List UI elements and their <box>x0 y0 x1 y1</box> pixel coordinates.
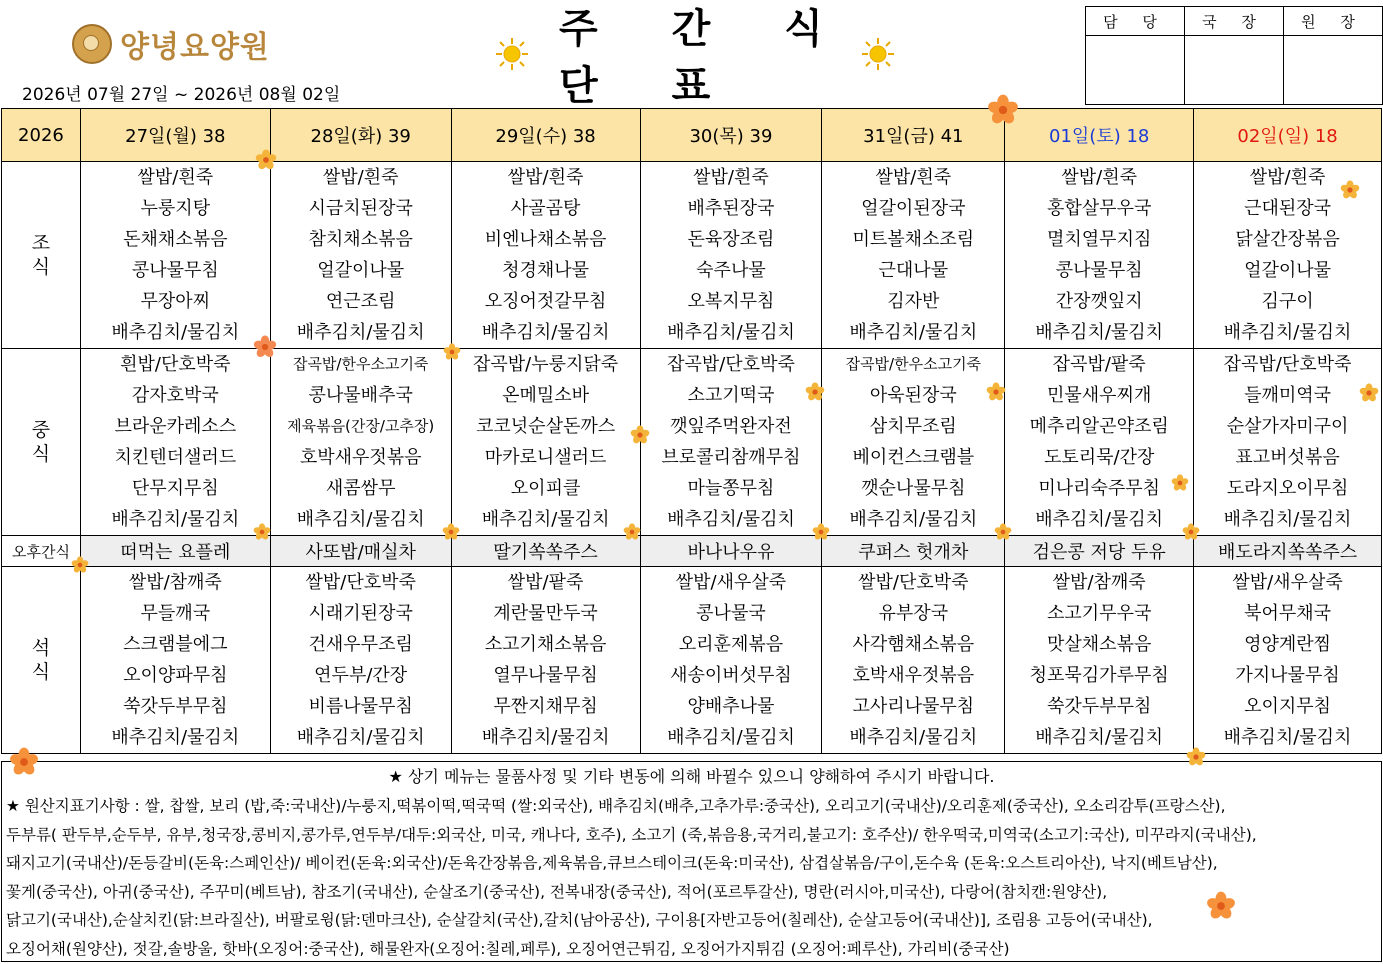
flower-icon <box>71 556 89 574</box>
menu-item: 배추김치/물김치 <box>1035 322 1164 343</box>
menu-item: 순살가자미구이 <box>1226 416 1349 437</box>
meal-cell <box>270 162 451 349</box>
menu-item: 쌀밥/팥죽 <box>507 572 584 593</box>
menu-item: 열무나물무침 <box>493 665 598 686</box>
flower-icon <box>253 335 277 359</box>
menu-item: 얼갈이된장국 <box>861 198 966 219</box>
menu-item: 배추김치/물김치 <box>1223 727 1352 748</box>
flower-icon <box>9 747 39 777</box>
menu-item: 오이지무침 <box>1244 696 1332 717</box>
menu-item: 온메밀소바 <box>502 385 590 406</box>
meal-cell <box>1194 567 1382 754</box>
menu-item: 쌀밥/흰죽 <box>322 167 399 188</box>
origin-line: 오징어채(원양산), 젓갈,솔방울, 핫바(오징어:중국산), 해물완자(오징어:칠레,페루), 오징어연근튀김, 오징어가지튀김 (오징어:페루산), 가리비(중국산) <box>6 939 1010 958</box>
meal-cell <box>640 349 822 536</box>
menu-item: 스크램블에그 <box>123 634 228 655</box>
menu-item: 쌀밥/흰죽 <box>137 167 214 188</box>
snack-cell: 떠먹는 요플레 <box>80 536 270 567</box>
menu-item: 배추김치/물김치 <box>111 509 240 530</box>
notice-box <box>1 761 1382 962</box>
menu-item: 쑥갓두부무침 <box>123 696 228 717</box>
meal-cell <box>80 162 270 349</box>
menu-item: 깻순나물무침 <box>861 478 966 499</box>
menu-item: 김자반 <box>887 291 940 312</box>
date-range: 2026년 07월 27일 ~ 2026년 08월 02일 <box>22 85 341 105</box>
menu-item: 삼치무조림 <box>869 416 957 437</box>
menu-item: 계란물만두국 <box>493 603 598 624</box>
menu-item: 베이컨스크램블 <box>852 447 975 468</box>
menu-item: 쌀밥/흰죽 <box>1061 167 1137 188</box>
page-title: 주 간 식 단 표 <box>559 6 853 109</box>
day-header: 27일(월) 38 <box>80 109 270 162</box>
menu-item: 배추김치/물김치 <box>481 509 610 530</box>
menu-item: 오징어젓갈무침 <box>484 291 607 312</box>
menu-item: 오이피클 <box>510 478 581 499</box>
menu-item: 호박새우젓볶음 <box>852 665 975 686</box>
breakfast-label: 조 식 <box>2 162 81 349</box>
menu-item: 오복지무침 <box>687 291 775 312</box>
menu-item: 들깨미역국 <box>1244 385 1332 406</box>
menu-item: 비엔나채소볶음 <box>484 229 607 250</box>
menu-item: 쌀밥/참깨죽 <box>128 572 222 593</box>
snack-cell: 쿠퍼스 헛개차 <box>822 536 1005 567</box>
menu-item: 양배추나물 <box>687 696 775 717</box>
menu-item: 북어무채국 <box>1244 603 1332 624</box>
flower-icon <box>623 523 641 541</box>
header-row <box>2 109 1382 162</box>
meal-cell <box>1005 162 1194 349</box>
menu-item: 배추김치/물김치 <box>481 322 610 343</box>
flower-icon <box>1359 383 1379 403</box>
menu-item: 콩나물배추국 <box>308 385 413 406</box>
menu-item: 유부장국 <box>878 603 949 624</box>
menu-item: 잡곡밥/한우소고기죽 <box>292 355 429 373</box>
approval-label: 담 당 <box>1086 7 1185 36</box>
flower-icon <box>1182 523 1200 541</box>
menu-item: 배추김치/물김치 <box>1223 509 1352 530</box>
meal-cell <box>822 567 1005 754</box>
day-header: 31일(금) 41 <box>822 109 1005 162</box>
dinner-row <box>2 567 1382 754</box>
approval-sign-cell <box>1086 36 1185 105</box>
page-title-area <box>495 6 895 109</box>
menu-item: 아욱된장국 <box>869 385 957 406</box>
menu-item: 마카로니샐러드 <box>484 447 607 468</box>
menu-item: 배추김치/물김치 <box>849 509 978 530</box>
meal-cell <box>1194 349 1382 536</box>
meal-cell <box>451 162 640 349</box>
menu-item: 숙주나물 <box>696 260 766 281</box>
menu-item: 배추김치/물김치 <box>296 322 425 343</box>
menu-item: 배추김치/물김치 <box>1223 322 1352 343</box>
menu-item: 닭살간장볶음 <box>1235 229 1340 250</box>
menu-item: 돈육장조림 <box>687 229 775 250</box>
approval-box <box>1085 6 1383 105</box>
day-header: 30(목) 39 <box>640 109 822 162</box>
menu-item: 콩나물국 <box>696 603 766 624</box>
menu-item: 배추된장국 <box>687 198 775 219</box>
menu-item: 단무지무침 <box>131 478 219 499</box>
menu-item: 사각햄채소볶음 <box>852 634 975 655</box>
snack-cell: 딸기쏙쏙주스 <box>451 536 640 567</box>
snack-cell: 배도라지쏙쏙주스 <box>1194 536 1382 567</box>
menu-item: 배추김치/물김치 <box>111 322 240 343</box>
menu-item: 브로콜리참깨무침 <box>661 447 801 468</box>
menu-item: 배추김치/물김치 <box>296 727 425 748</box>
day-header-sunday: 02일(일) 18 <box>1194 109 1382 162</box>
menu-item: 배추김치/물김치 <box>111 727 240 748</box>
menu-item: 건새우무조림 <box>308 634 413 655</box>
menu-item: 배추김치/물김치 <box>849 727 978 748</box>
meal-cell <box>640 162 822 349</box>
menu-item: 소고기떡국 <box>687 385 775 406</box>
menu-item: 가지나물무침 <box>1235 665 1340 686</box>
flower-icon <box>812 523 830 541</box>
menu-item: 쌀밥/흰죽 <box>1249 167 1326 188</box>
sun-icon <box>495 37 529 71</box>
menu-item: 오리훈제볶음 <box>678 634 784 655</box>
menu-item: 배추김치/물김치 <box>667 322 795 343</box>
menu-item: 쌀밥/단호박죽 <box>858 572 969 593</box>
menu-item: 근대된장국 <box>1244 198 1332 219</box>
meal-cell <box>822 162 1005 349</box>
menu-item: 영양계란찜 <box>1244 634 1332 655</box>
lunch-row <box>2 349 1382 536</box>
year-cell: 2026 <box>2 109 81 162</box>
menu-item: 잡곡밥/단호박죽 <box>667 354 795 375</box>
menu-item: 감자호박국 <box>131 385 219 406</box>
menu-item: 새콤쌈무 <box>325 478 396 499</box>
menu-item: 치킨텐더샐러드 <box>114 447 237 468</box>
menu-item: 무짠지채무침 <box>493 696 598 717</box>
menu-item: 시래기된장국 <box>308 603 413 624</box>
menu-item: 소고기무우국 <box>1047 603 1152 624</box>
menu-item: 잡곡밥/단호박죽 <box>1223 354 1352 375</box>
menu-item: 배추김치/물김치 <box>849 322 978 343</box>
menu-item: 미트볼채소조림 <box>852 229 975 250</box>
menu-item: 표고버섯볶음 <box>1235 447 1340 468</box>
menu-item: 연근조림 <box>325 291 396 312</box>
menu-item: 쌀밥/단호박죽 <box>305 572 416 593</box>
meal-cell <box>640 567 822 754</box>
notice-line: ★ 상기 메뉴는 물품사정 및 기타 변동에 의해 바뀔수 있으니 양해하여 주시기 바랍니다. <box>388 767 995 786</box>
origin-line: 두부류( 판두부,순두부, 유부,청국장,콩비지,콩가루,연두부/대두:외국산, 미국, 캐나다, 호주), 소고기 (죽,볶음용,국거리,불고기: 호주산)/ 한우떡국,미역국(소고기:국산), 미꾸라지(국내산), <box>6 825 1257 844</box>
menu-item: 얼갈이나물 <box>1244 260 1332 281</box>
menu-item: 쌀밥/새우살죽 <box>675 572 787 593</box>
menu-item: 맛살채소볶음 <box>1047 634 1152 655</box>
snack-cell: 바나나우유 <box>640 536 822 567</box>
menu-item: 비름나물무침 <box>308 696 413 717</box>
menu-item: 잡곡밥/누룽지닭죽 <box>472 354 619 375</box>
menu-item: 무들깨국 <box>140 603 211 624</box>
flower-icon <box>1206 891 1236 921</box>
menu-item: 새송이버섯무침 <box>670 665 792 686</box>
meal-cell <box>80 567 270 754</box>
menu-item: 메추리알곤약조림 <box>1029 416 1169 437</box>
dinner-label: 석 식 <box>2 567 81 754</box>
flower-icon <box>1171 474 1189 492</box>
menu-item: 오이양파무침 <box>123 665 228 686</box>
day-header-saturday: 01일(토) 18 <box>1005 109 1194 162</box>
menu-item: 깻잎주먹완자전 <box>670 416 792 437</box>
menu-item: 배추김치/물김치 <box>1035 509 1164 530</box>
menu-item: 배추김치/물김치 <box>1035 727 1164 748</box>
flower-icon <box>630 425 650 445</box>
menu-item: 쑥갓두부무침 <box>1047 696 1152 717</box>
menu-item: 쌀밥/흰죽 <box>693 167 769 188</box>
menu-item: 배추김치/물김치 <box>667 509 795 530</box>
menu-item: 무장아찌 <box>140 291 211 312</box>
breakfast-row <box>2 162 1382 349</box>
flower-icon <box>994 523 1012 541</box>
meal-cell <box>270 349 451 536</box>
menu-item: 잡곡밥/한우소고기죽 <box>845 355 982 373</box>
menu-item: 시금치된장국 <box>308 198 413 219</box>
menu-item: 쌀밥/흰죽 <box>875 167 952 188</box>
menu-item: 흰밥/단호박죽 <box>120 354 231 375</box>
menu-item: 민물새우찌개 <box>1047 385 1152 406</box>
approval-sign-cell <box>1284 36 1383 105</box>
flower-icon <box>1340 180 1360 200</box>
day-header: 29일(수) 38 <box>451 109 640 162</box>
flower-icon <box>253 523 271 541</box>
menu-item: 도토리묵/간장 <box>1043 447 1155 468</box>
menu-item: 마늘쫑무침 <box>687 478 775 499</box>
menu-item: 청경채나물 <box>502 260 590 281</box>
menu-item: 미나리숙주무침 <box>1038 478 1161 499</box>
menu-item: 멸치열무지짐 <box>1047 229 1152 250</box>
menu-table <box>1 108 1382 754</box>
menu-item: 청포묵김가루무침 <box>1029 665 1169 686</box>
origin-line: ★ 원산지표기사항 : 쌀, 찹쌀, 보리 (밥,죽:국내산)/누룽지,떡볶이떡,떡국떡 (쌀:외국산), 배추김치(배추,고추가루:중국산), 오리고기(국내산)/오리훈제(중국산), 오소리감투(프랑스산), <box>6 797 1226 815</box>
menu-item: 도라지오이무침 <box>1226 478 1349 499</box>
meal-cell <box>270 567 451 754</box>
logo-text: 양녕요양원 <box>120 30 270 65</box>
snack-cell: 검은콩 저당 두유 <box>1005 536 1194 567</box>
menu-item: 얼갈이나물 <box>317 260 405 281</box>
menu-item: 쌀밥/새우살죽 <box>1232 572 1343 593</box>
flower-icon <box>987 94 1019 126</box>
menu-item: 제육볶음(간장/고추장) <box>287 417 435 435</box>
menu-item: 배추김치/물김치 <box>667 727 795 748</box>
menu-item: 쌀밥/흰죽 <box>507 167 584 188</box>
meal-cell <box>1005 567 1194 754</box>
meal-cell <box>451 567 640 754</box>
menu-item: 배추김치/물김치 <box>296 509 425 530</box>
menu-item: 배추김치/물김치 <box>481 727 610 748</box>
sun-icon <box>861 37 895 71</box>
lunch-label: 중 식 <box>2 349 81 536</box>
logo-emblem-icon <box>72 24 112 64</box>
meal-cell <box>80 349 270 536</box>
menu-item: 연두부/간장 <box>314 665 408 686</box>
flower-icon <box>443 343 461 361</box>
origin-line: 꽃게(중국산), 아귀(중국산), 주꾸미(베트남), 참조기(국내산), 순살조기(중국산), 전복내장(중국산), 적어(포르투갈산), 명란(러시아,미국산), 다랑어(참치캔:원양산), <box>6 882 1108 901</box>
meal-cell <box>822 349 1005 536</box>
meal-cell <box>1005 349 1194 536</box>
menu-item: 코코넛순살돈까스 <box>476 416 616 437</box>
menu-item: 잡곡밥/팥죽 <box>1052 354 1146 375</box>
menu-item: 홍합살무우국 <box>1047 198 1152 219</box>
flower-icon <box>442 523 460 541</box>
flower-icon <box>986 382 1006 402</box>
menu-item: 근대나물 <box>878 260 949 281</box>
flower-icon <box>1186 747 1206 767</box>
menu-item: 간장깻잎지 <box>1055 291 1143 312</box>
menu-item: 고사리나물무침 <box>852 696 975 717</box>
snack-cell: 사또밥/매실차 <box>270 536 451 567</box>
snack-label: 오후간식 <box>2 536 81 567</box>
menu-item: 콩나물무침 <box>1055 260 1143 281</box>
flower-icon <box>255 149 277 171</box>
menu-item: 호박새우젓볶음 <box>299 447 422 468</box>
approval-label: 원 장 <box>1284 7 1383 36</box>
menu-item: 쌀밥/참깨죽 <box>1052 572 1146 593</box>
menu-item: 브라운카레소스 <box>114 416 237 437</box>
menu-item: 콩나물무침 <box>131 260 219 281</box>
approval-sign-cell <box>1185 36 1284 105</box>
origin-line: 닭고기(국내산),순살치킨(닭:브라질산), 버팔로윙(닭:덴마크산), 순살갈치(국산),갈치(남아공산), 구이용[자반고등어(칠레산), 순살고등어(국내산)], 조림용 고등어(국내산), <box>6 911 1153 930</box>
meal-cell <box>451 349 640 536</box>
menu-item: 사골곰탕 <box>510 198 581 219</box>
approval-label: 국 장 <box>1185 7 1284 36</box>
snack-row <box>2 536 1382 567</box>
menu-item: 김구이 <box>1261 291 1314 312</box>
day-header: 28일(화) 39 <box>270 109 451 162</box>
menu-item: 소고기채소볶음 <box>484 634 607 655</box>
menu-item: 돈채채소볶음 <box>123 229 228 250</box>
logo <box>72 22 270 66</box>
flower-icon <box>805 382 825 402</box>
menu-item: 누룽지탕 <box>140 198 211 219</box>
origin-line: 돼지고기(국내산)/돈등갈비(돈육:스페인산)/ 베이컨(돈육:외국산)/돈육간장볶음,제육볶음,큐브스테이크(돈육:미국산), 삼겹살볶음/구이,돈수육 (돈육:오스트리아산), 낙지(베트남산), <box>6 854 1218 873</box>
menu-item: 참치채소볶음 <box>308 229 413 250</box>
